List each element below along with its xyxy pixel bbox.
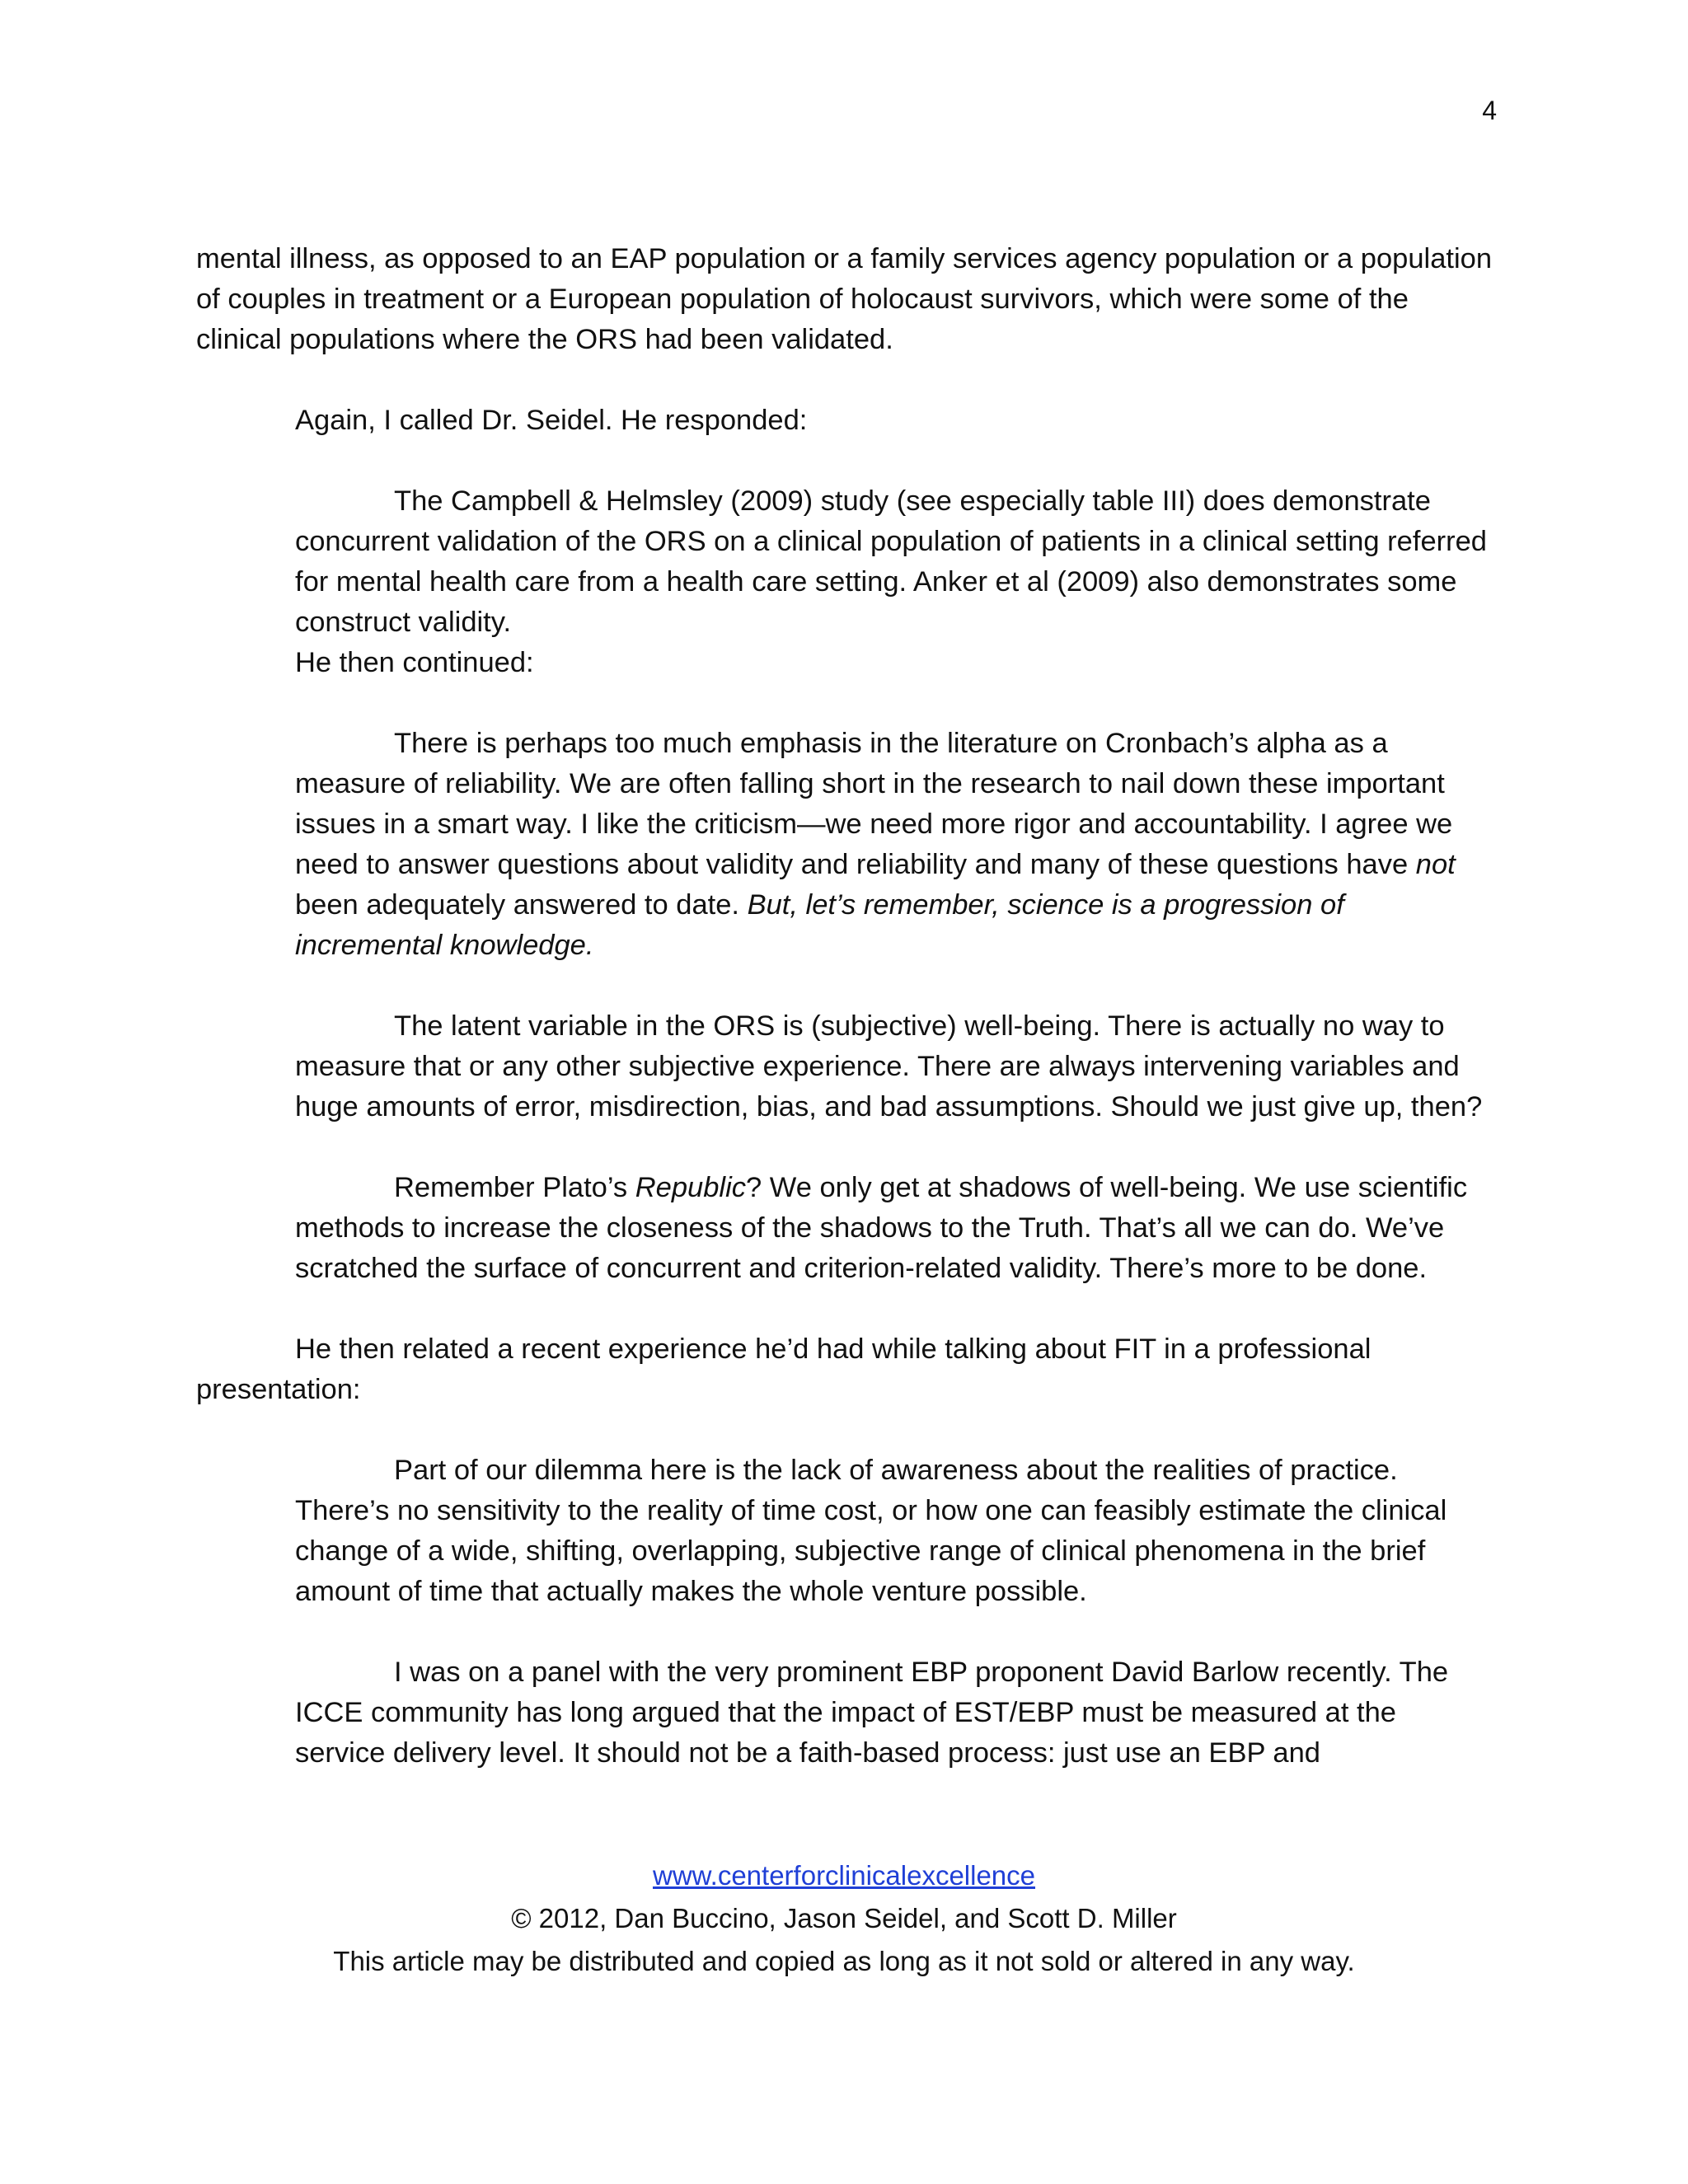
quote-cronbach-alpha — [295, 724, 1492, 966]
paragraph-again-called: Again, I called Dr. Seidel. He responded: — [295, 405, 808, 436]
paragraph-then-continued: He then continued: — [295, 647, 534, 678]
quote-plato-title-republic: Republic — [635, 1172, 746, 1203]
paragraph-recent-experience: He then related a recent experience he’d had while talking about FIT in a professional presentation: — [196, 1333, 1372, 1405]
quote-cronbach-text-1: There is perhaps too much emphasis in the literature on Cronbach’s alpha as a measure of reliability. We are often falling short in the research to nail down these important issues in a smart way. I like the criticism—we need more rigor and accountability. I agree we need to answer questions about validity and reliability and many of these questions have — [295, 728, 1453, 880]
article-body — [196, 239, 1492, 1774]
quote-plato-republic — [295, 1168, 1492, 1289]
quote-campbell-helmsley: The Campbell & Helmsley (2009) study (see especially table III) does demonstrate concurrent validation of the ORS on a clinical population of patients in a clinical setting referred for mental health care from a health care setting. Anker et al (2009) also demonstrates some construct validity. — [295, 485, 1487, 638]
footer-distribution-notice: This article may be distributed and copied as long as it not sold or altered in any way. — [333, 1946, 1355, 1976]
paragraph-continuation: mental illness, as opposed to an EAP population or a family services agency population or a population of couples in treatment or a European population of holocaust survivors, which were some of the clinical populations where the ORS had been validated. — [196, 243, 1493, 355]
footer-copyright: © 2012, Dan Buccino, Jason Seidel, and Scott D. Miller — [511, 1903, 1177, 1933]
quote-plato-text-1: Remember Plato’s — [394, 1172, 635, 1203]
quote-cronbach-emphasis-not: not — [1415, 849, 1456, 880]
quote-cronbach-italic-closing: But, let’s remember, science is a progression of incremental knowledge. — [295, 889, 1344, 961]
quote-dilemma: Part of our dilemma here is the lack of awareness about the realities of practice. There’s no sensitivity to the reality of time cost, or how one can feasibly estimate the clinical change of a wide, shifting, overlapping, subjective range of clinical phenomena in the brief amount of time that actually makes the whole venture possible. — [295, 1455, 1447, 1607]
quote-plato-text-2: ? We only get at shadows of well-being. We use scientific methods to increase the closeness of the shadows to the Truth. That’s all we can do. We’ve scratched the surface of concurrent and criterion-related validity. There’s more to be done. — [295, 1172, 1468, 1284]
footer-website-link[interactable]: www.centerforclinicalexcellence — [652, 1860, 1036, 1891]
page-footer — [0, 1854, 1688, 1983]
quote-barlow-panel: I was on a panel with the very prominent EBP proponent David Barlow recently. The ICCE community has long argued that the impact of EST/EBP must be measured at the service delivery level. It should not be a faith-based process: just use an EBP and — [295, 1657, 1449, 1769]
page-number: 4 — [1482, 96, 1497, 125]
quote-cronbach-text-2: been adequately answered to date. — [295, 889, 748, 921]
quote-latent-variable: The latent variable in the ORS is (subjective) well-being. There is actually no way to measure that or any other subjective experience. There are always intervening variables and huge amounts of error, misdirection, bias, and bad assumptions. Should we just give up, then? — [295, 1010, 1483, 1122]
